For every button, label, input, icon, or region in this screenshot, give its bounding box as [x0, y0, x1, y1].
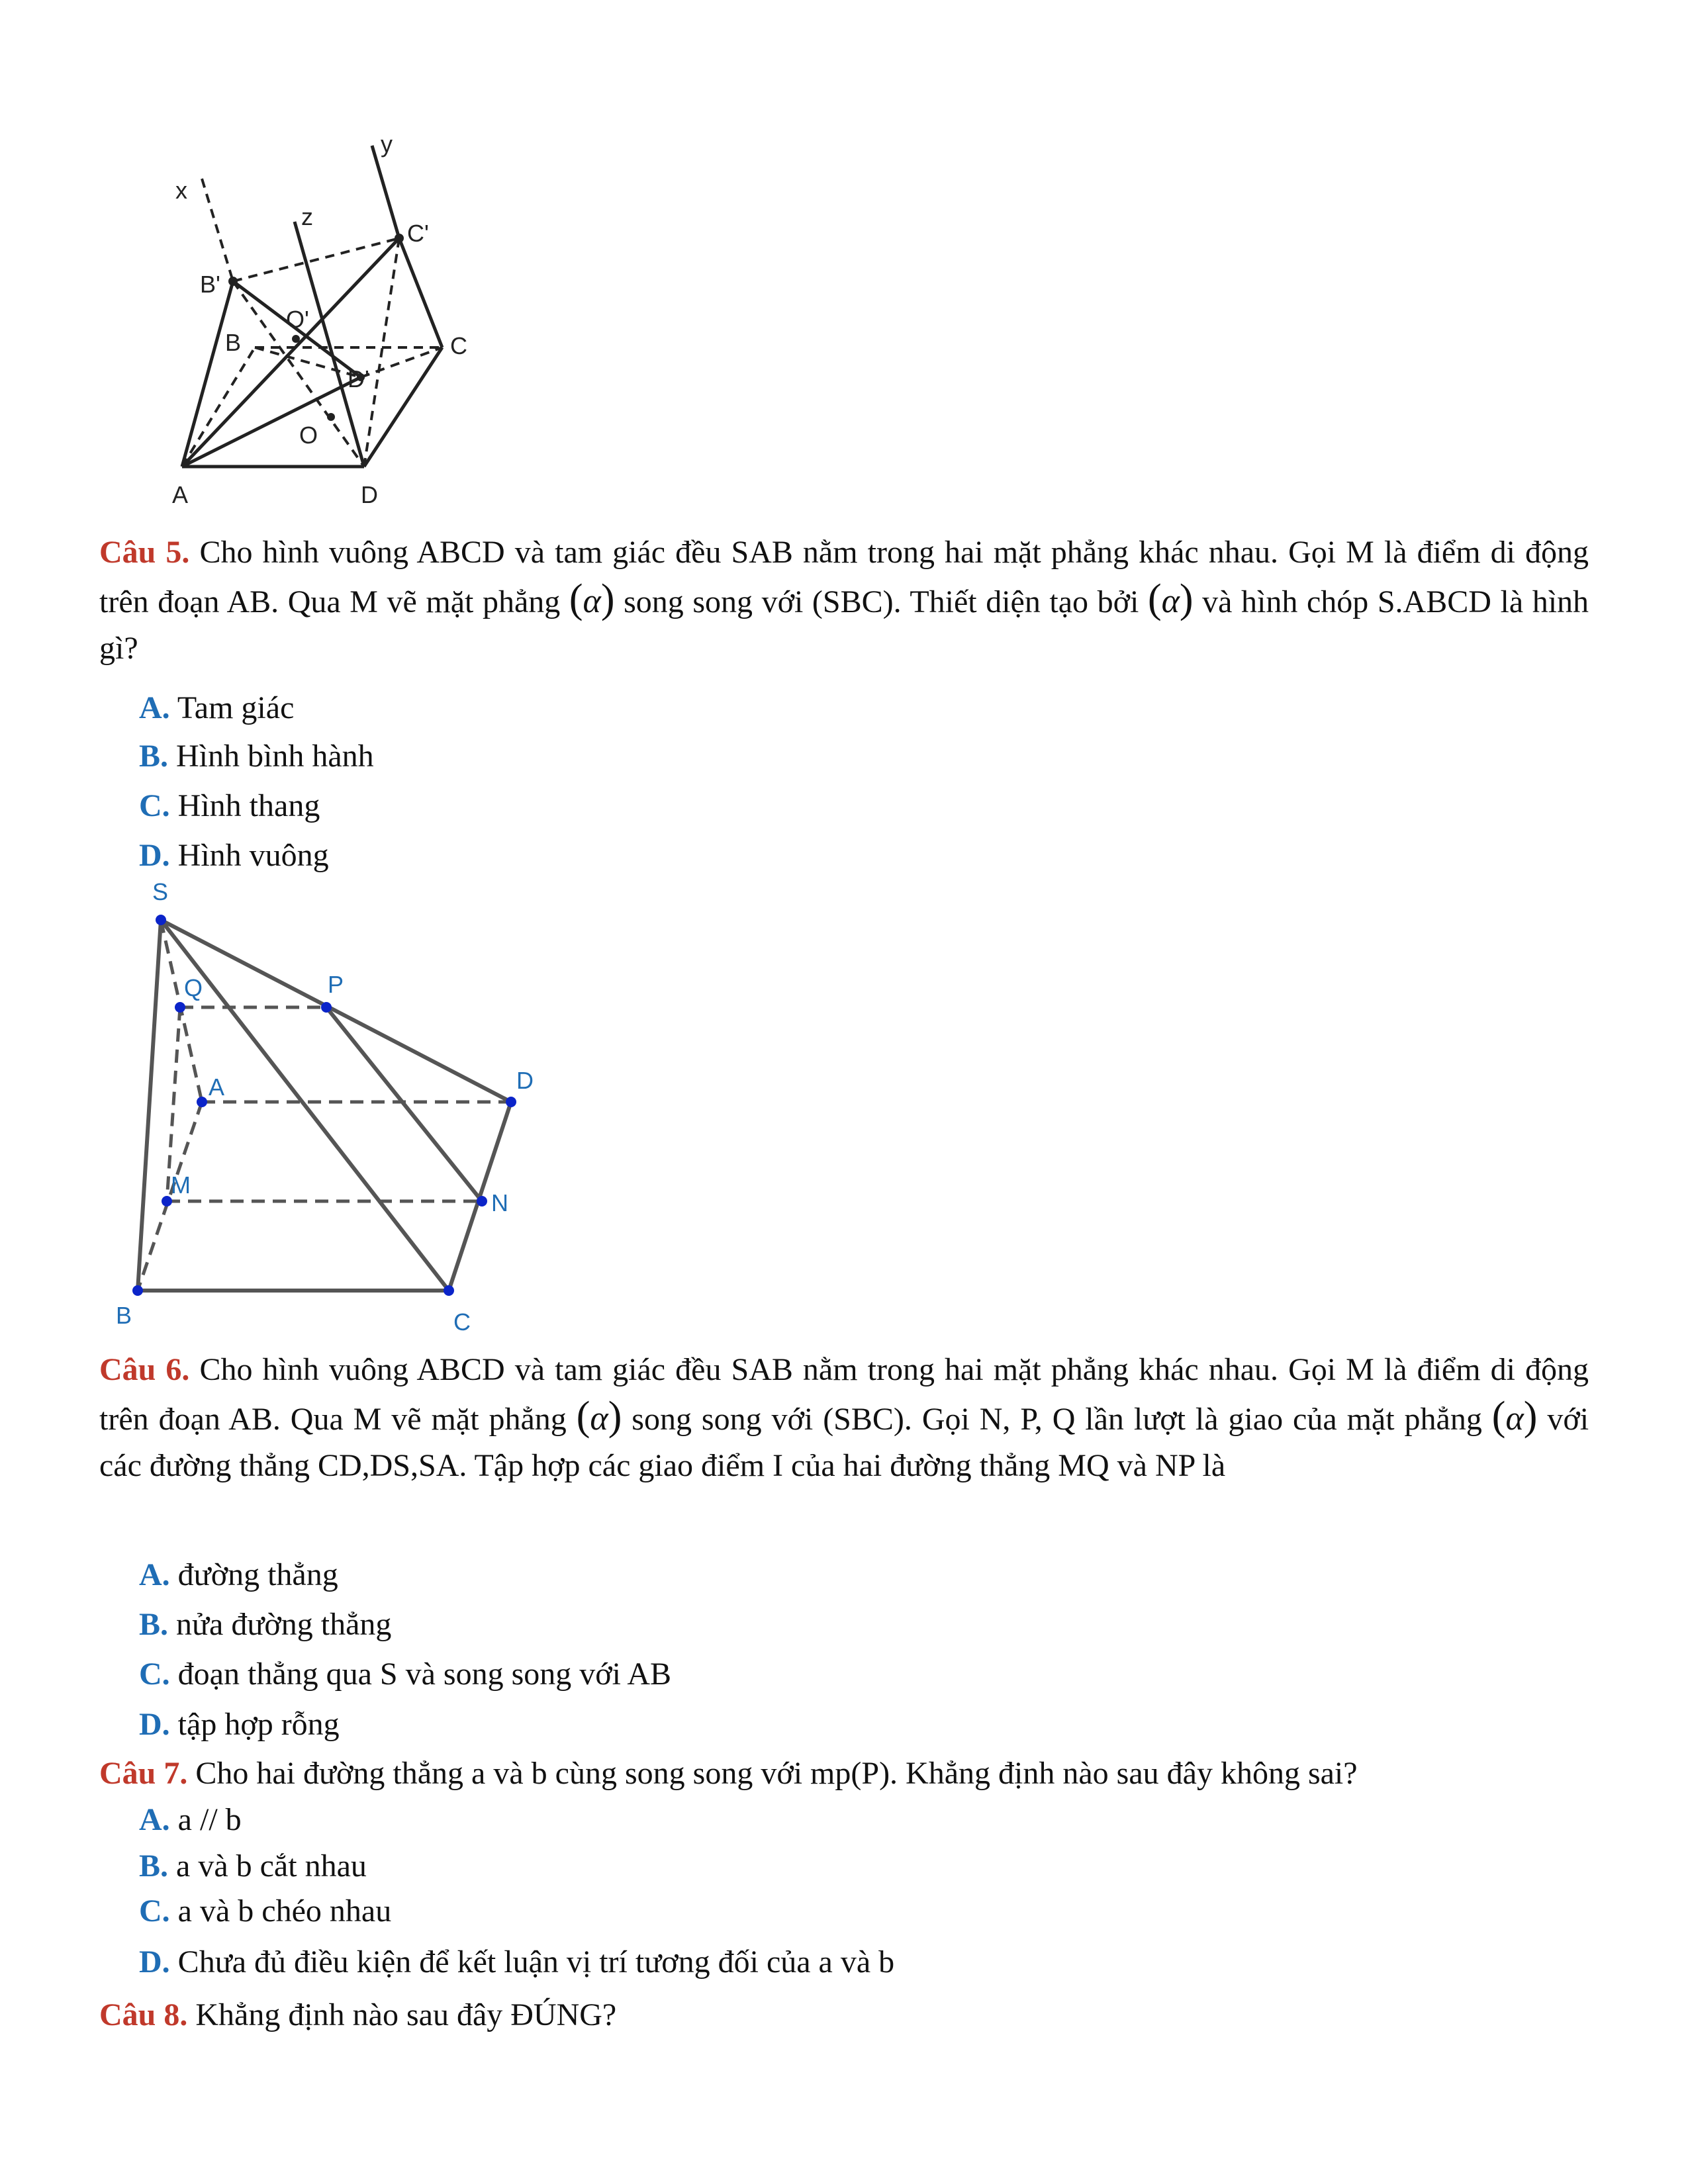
question-text: và hình chóp S.ABCD là hình gì? [99, 584, 1589, 666]
point-B [132, 1285, 143, 1296]
label-O: O [299, 422, 318, 449]
edge-Cp-D [364, 238, 399, 467]
axis-y [372, 146, 399, 238]
question-text: Khẳng định nào sau đây ĐÚNG? [195, 1997, 617, 2032]
figure-parallelepiped [159, 126, 530, 516]
label-B: B [225, 329, 242, 356]
label-z: z [301, 203, 313, 230]
line-Dp-C [361, 347, 442, 377]
label-C: C [453, 1308, 471, 1336]
label-D: D [361, 481, 378, 508]
label-N: N [491, 1189, 508, 1216]
label-P: P [328, 971, 344, 998]
edge-C-Cp [399, 238, 442, 347]
question-number: Câu 6. [99, 1352, 190, 1387]
point-Q [175, 1002, 185, 1013]
edge-P-N [326, 1007, 482, 1201]
question-text: Cho hai đường thẳng a và b cùng song song với mp(P). Khẳng định nào sau đây không sai? [195, 1756, 1358, 1791]
question-8 [99, 1992, 1589, 2038]
question-number: Câu 5. [99, 535, 190, 570]
question-text: Cho hình vuông ABCD và tam giác đều SAB nằm trong hai mặt phẳng khác nhau. Gọi M là điểm di động trên đoạn AB. Qua M vẽ mặt phẳng [99, 535, 1589, 619]
option-c[interactable]: C. a và b chéo nhau [139, 1893, 392, 1929]
label-Op: O' [286, 306, 309, 333]
label-Dp: D' [348, 365, 369, 392]
label-Bp: B' [200, 271, 220, 298]
point-S [156, 915, 166, 925]
alpha-symbol: (α) [1491, 1394, 1538, 1439]
question-text: song song với (SBC). Thiết diện tạo bởi [624, 584, 1139, 619]
point-N [477, 1196, 487, 1206]
point-C [444, 1285, 454, 1296]
question-5 [99, 529, 1589, 672]
point-P [321, 1002, 332, 1013]
option-a[interactable]: A. đường thẳng [139, 1557, 338, 1592]
question-number: Câu 8. [99, 1997, 188, 2032]
option-d[interactable]: D. Hình vuông [139, 838, 329, 873]
label-y: y [381, 130, 393, 158]
label-Q: Q [184, 974, 203, 1001]
label-x: x [175, 177, 187, 204]
point-D [506, 1097, 516, 1107]
option-a[interactable]: A. a // b [139, 1802, 242, 1837]
alpha-symbol: (α) [1147, 576, 1194, 621]
question-text: với các đường thẳng CD,DS,SA. Tập hợp các giao điểm I của hai đường thẳng MQ và NP là [99, 1402, 1589, 1483]
question-6 [99, 1347, 1589, 1489]
label-M: M [171, 1171, 191, 1199]
alpha-symbol: (α) [569, 576, 615, 621]
point-A [197, 1097, 207, 1107]
option-c[interactable]: C. Hình thang [139, 788, 320, 823]
label-A: A [172, 481, 189, 508]
option-b[interactable]: B. Hình bình hành [139, 739, 374, 774]
label-B: B [116, 1302, 132, 1329]
option-a[interactable]: A. Tam giác [139, 690, 295, 725]
label-C: C [450, 332, 467, 359]
alpha-symbol: (α) [576, 1394, 622, 1439]
question-number: Câu 7. [99, 1756, 188, 1791]
label-Cp: C' [407, 220, 429, 247]
label-S: S [152, 878, 169, 905]
edge-Bp-Cp [233, 238, 399, 281]
question-text: Cho hình vuông ABCD và tam giác đều SAB nằm trong hai mặt phẳng khác nhau. Gọi M là điểm di động trên đoạn AB. Qua M vẽ mặt phẳng [99, 1352, 1589, 1437]
option-b[interactable]: B. a và b cắt nhau [139, 1848, 367, 1884]
option-c[interactable]: C. đoạn thẳng qua S và song song với AB [139, 1657, 672, 1692]
option-b[interactable]: B. nửa đường thẳng [139, 1607, 392, 1642]
label-A: A [209, 1073, 225, 1101]
figure-pyramid [99, 874, 563, 1350]
axis-x [202, 179, 233, 281]
option-d[interactable]: D. Chưa đủ điều kiện để kết luận vị trí tương đối của a và b [139, 1944, 895, 1979]
label-D: D [516, 1067, 534, 1094]
question-7 [99, 1751, 1589, 1797]
option-d[interactable]: D. tập hợp rỗng [139, 1707, 340, 1742]
edge-D-C [364, 347, 442, 467]
question-text: song song với (SBC). Gọi N, P, Q lần lượt là giao của mặt phẳng [632, 1402, 1482, 1437]
